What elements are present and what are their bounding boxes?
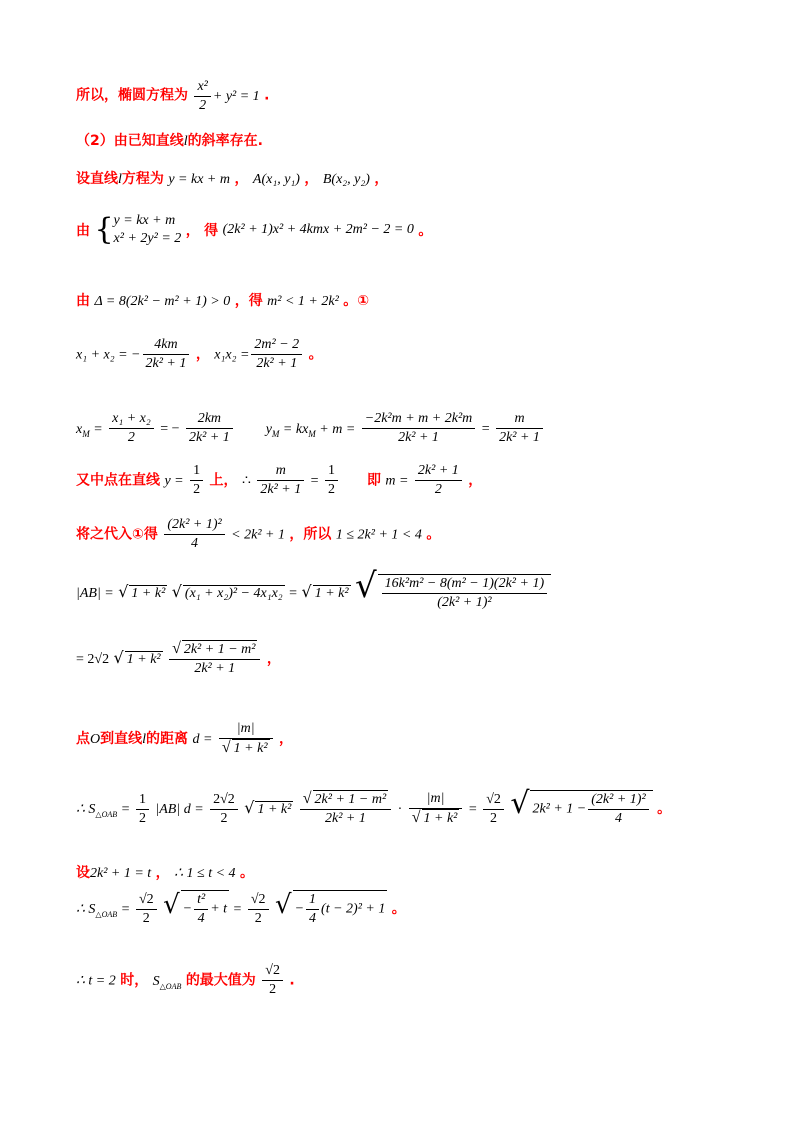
fraction: $\frac{\text{x²}}{2}$ — [194, 78, 210, 115]
line-area: ∴ $S_{\triangle OAB}$ = $\frac{1}{2}$ |AB| d = $\frac{2√2}{2}$ √ 1 + k² $\frac{\text{√ 2k² + 1 − m²}}{\text{2k² + 1}}$ · $\frac{|m|}{\text{√ 1 + k²}}$ = $\frac{√2}{2}$ √ 2k² + 1 − $\frac{\text{(2k² + 1)²}}{4}$ 。 — [76, 786, 672, 826]
punct: ， — [266, 651, 281, 667]
punct: ， — [278, 731, 293, 747]
text-midpoint-on-line: 又中点在直线 — [76, 472, 160, 489]
line-part-2 — [76, 130, 263, 150]
sqrt-glyph: √ — [244, 798, 255, 817]
fraction: $\frac{√2}{2}$ — [248, 891, 269, 928]
sqrt-glyph: √ — [301, 582, 312, 601]
fraction: $\frac{4km}{\text{2k² + 1}}$ — [143, 336, 190, 373]
fraction: $\frac{\text{(2k² + 1)²}}{4}$ — [164, 516, 224, 553]
sqrt-content: 1 + k² — [257, 802, 292, 817]
math-point-B: B(x₂, y₂) — [322, 172, 370, 187]
fraction: $\frac{\text{t²}}{4}$ — [194, 891, 208, 928]
text-mark-1: 。① — [343, 293, 370, 309]
text-set-line: 设直线 — [76, 171, 118, 187]
fraction: $\frac{m}{\text{2k² + 1}}$ — [257, 462, 304, 499]
text-get: 得 — [204, 223, 219, 239]
punct: 。 — [308, 346, 323, 363]
fraction: $\frac{|m|}{\text{√ 1 + k²}}$ — [409, 790, 463, 828]
sqrt-content: 1 + k² — [126, 652, 161, 667]
text-part-2: （2）由已知直线 — [76, 133, 184, 149]
sqrt-content: 1 + k² — [314, 586, 349, 601]
text-get: ，得 — [234, 293, 263, 309]
line-maximum — [76, 962, 295, 999]
math-condition: m² < 1 + 2k² — [267, 294, 339, 309]
punct: ， — [468, 472, 483, 489]
fraction: $\frac{\text{√ 2k² + 1 − m²}}{\text{2k² + 1}}$ — [300, 790, 391, 828]
math-l: l — [183, 134, 188, 149]
sqrt-glyph: √ — [118, 582, 129, 601]
math-ellipse-equation: $\frac{\text{x²}}{2}$ + y² = 1 — [192, 89, 259, 104]
math-op: = — [121, 802, 130, 817]
text-equation-is: 方程为 — [121, 171, 164, 187]
line-substitution-t — [76, 862, 254, 882]
line-distance — [76, 720, 293, 758]
brace-glyph: { — [94, 212, 114, 247]
fraction: $\frac{1}{2}$ — [325, 462, 338, 499]
punct: ， — [185, 223, 200, 239]
math-product: x₁x₂ = — [214, 347, 250, 363]
punct: ， — [234, 171, 249, 187]
sqrt-content: (x₁ + x₂)² − 4x₁x₂ — [184, 586, 283, 601]
punct: 。 — [240, 865, 254, 881]
math-coef: = 2√2 — [76, 652, 110, 667]
math-S: ∴ $S_{\triangle OAB}$ — [76, 802, 118, 819]
fraction: $\frac{1}{4}$ — [306, 891, 319, 928]
punct: ， — [304, 171, 319, 187]
line-system — [76, 212, 432, 248]
line-chord-length — [76, 566, 551, 612]
fraction: $\frac{\text{2m² − 2}}{\text{2k² + 1}}$ — [251, 336, 302, 373]
fraction: $\frac{|m|}{\text{√ 1 + k²}}$ — [219, 720, 273, 758]
fraction: $\frac{2√2}{2}$ — [210, 791, 238, 828]
math-op: = — [468, 802, 477, 817]
punct: 。 — [418, 223, 433, 239]
text-let: 设 — [76, 865, 90, 881]
text-maximum: 的最大值为 — [185, 972, 256, 989]
math-t-range: ∴ 1 ≤ t < 4 — [174, 866, 236, 881]
fraction: $\frac{1}{2}$ — [190, 462, 203, 499]
punct: 。 — [657, 801, 672, 817]
text-slope-exists: 的斜率存在. — [187, 133, 263, 149]
sqrt-content: − $\frac{\text{t²}}{4}$ + t — [182, 892, 228, 926]
text-substitute: 将之代入①得 — [76, 526, 158, 543]
math-S: ∴ $S_{\triangle OAB}$ — [76, 902, 118, 919]
math-line-equation: y = kx + m — [168, 172, 230, 187]
math-t-value: ∴ t = 2 — [76, 973, 116, 989]
math-point-A: A(x₁, y₁) — [252, 172, 300, 187]
math-xM: $x_M$ = — [76, 421, 103, 439]
sqrt-glyph: √ — [163, 890, 180, 920]
fraction: $\frac{\text{−2k²m + m + 2k²m}}{\text{2k² + 1}}$ — [362, 410, 476, 447]
line-midpoint-on-line: 又中点在直线 y = $\frac{1}{2}$ 上， ∴ $\frac{m}{\text{2k² + 1}}$ = $\frac{1}{2}$ 即 m = $\frac{\text{2k² + 1}}{2}$ ， — [76, 463, 483, 497]
fraction: $\frac{2km}{\text{2k² + 1}}$ — [186, 410, 233, 447]
text-ellipse-intro: 所以，椭圆方程为 — [76, 87, 188, 104]
text-namely: 即 — [366, 472, 381, 489]
text-to-line: 到直线 — [100, 731, 143, 747]
text-from: 由 — [76, 223, 90, 239]
punct: . — [264, 87, 270, 104]
fraction: $\frac{m}{\text{2k² + 1}}$ — [496, 410, 543, 447]
punct: ， — [195, 346, 210, 363]
fraction: $\frac{\text{(2k² + 1)²}}{4}$ — [588, 791, 648, 828]
math-op: = — [233, 902, 242, 917]
math-op: = − — [160, 421, 180, 437]
math-m: m = — [385, 473, 409, 489]
math-S: $S_{\triangle OAB}$ — [152, 973, 182, 991]
math-O: O — [90, 732, 101, 747]
math-y: y = — [164, 473, 184, 489]
math-t: 2k² + 1 = t — [90, 866, 152, 881]
sqrt-content: 1 + k² — [131, 586, 166, 601]
text-when: 时， — [120, 972, 149, 989]
line-vieta — [76, 336, 323, 373]
equation-system: y = kx + m x² + 2y² = 2 — [113, 213, 182, 246]
sqrt-content — [378, 574, 551, 612]
fraction: $\frac{√2}{2}$ — [262, 962, 283, 999]
fraction: $\frac{√2}{2}$ — [136, 891, 157, 928]
line-chord-simplified — [76, 640, 281, 678]
text-on: 上， — [209, 472, 238, 489]
sqrt-content: − $\frac{1}{4}$ (t − 2)² + 1 — [294, 892, 386, 926]
math-AB: |AB| = — [76, 586, 114, 601]
punct: 。 — [391, 901, 406, 917]
fraction: $\frac{\text{16k²m² − 8(m² − 1)(2k² + 1)}}{\text{(2k² + 1)²}}$ — [382, 575, 547, 612]
math-l: l — [142, 732, 147, 747]
math-AB-d: |AB| d = — [155, 802, 204, 817]
sqrt-glyph: √ — [275, 890, 292, 920]
line-substitute — [76, 516, 440, 553]
text-distance: 的距离 — [146, 731, 189, 747]
sqrt-glyph: √ — [355, 566, 377, 606]
math-sum: x₁ + x₂ = − — [76, 347, 141, 363]
line-discriminant — [76, 290, 369, 310]
math-l: l — [118, 172, 122, 187]
text-from: 由 — [76, 293, 90, 309]
text-point: 点 — [76, 731, 90, 747]
punct: ， — [155, 865, 170, 881]
punct: . — [289, 972, 295, 989]
math-quadratic: (2k² + 1)x² + 4kmx + 2m² − 2 = 0 — [222, 222, 414, 237]
sqrt-content: 2k² + 1 − $\frac{\text{(2k² + 1)²}}{4}$ — [530, 790, 652, 828]
sqrt-glyph: √ — [113, 648, 124, 667]
line-ellipse-equation — [76, 78, 269, 115]
line-set-equation — [76, 168, 388, 188]
line-midpoint: $x_M$ = $\frac{\text{x₁ + x₂}}{2}$ = − $\frac{2km}{\text{2k² + 1}}$ $y_M = kx_M + m$ = $\frac{\text{−2k²m + m + 2k²m}}{\text{2k² + 1}}$ = $\frac{m}{\text{2k² + 1}}$ — [76, 410, 545, 447]
punct: ， — [374, 171, 389, 187]
fraction: $\frac{\text{2k² + 1}}{2}$ — [415, 462, 462, 499]
line-area-t — [76, 890, 406, 928]
math-yM: $y_M = kx_M + m$ = — [265, 421, 356, 439]
fraction: $\frac{√2}{2}$ — [483, 791, 504, 828]
math-inequality: < 2k² + 1 — [231, 527, 285, 543]
math-d: d = — [192, 732, 213, 747]
sqrt-glyph: √ — [171, 582, 182, 601]
math-op: = — [121, 902, 130, 917]
punct: 。 — [426, 526, 441, 543]
text-so: ，所以 — [289, 526, 332, 543]
therefore-symbol: ∴ — [241, 473, 251, 489]
fraction: $\frac{1}{2}$ — [136, 791, 149, 828]
fraction: $\frac{\text{√ 2k² + 1 − m²}}{\text{2k² + 1}}$ — [169, 640, 260, 678]
math-discriminant: Δ = 8(2k² − m² + 1) > 0 — [94, 294, 231, 309]
math-range: 1 ≤ 2k² + 1 < 4 — [335, 527, 422, 543]
fraction: $\frac{\text{x₁ + x₂}}{2}$ — [109, 410, 154, 447]
sqrt-glyph: √ — [510, 786, 530, 821]
math-op: = — [289, 586, 298, 601]
